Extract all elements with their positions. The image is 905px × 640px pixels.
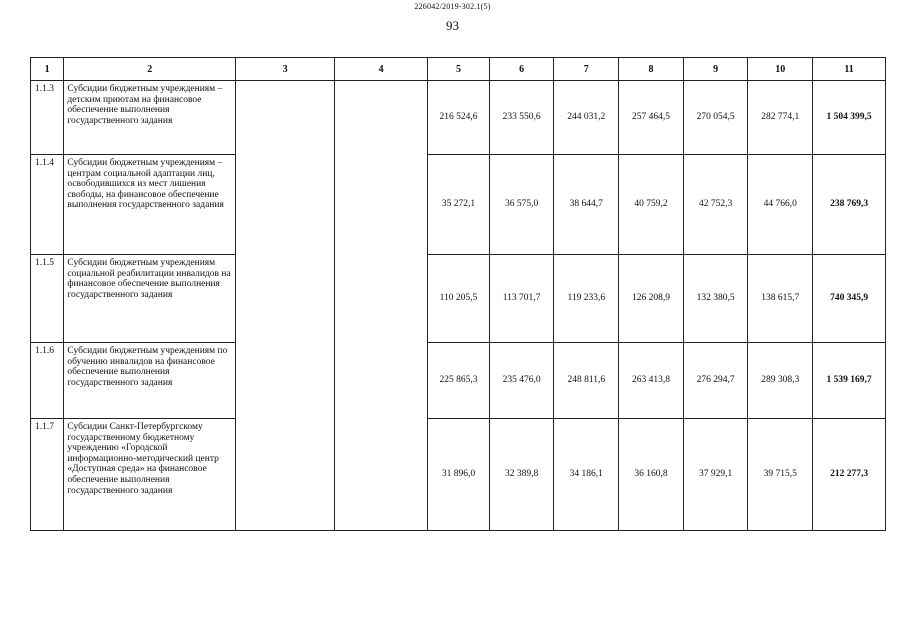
column-header: 7 — [554, 58, 619, 81]
value-cell: 31 896,0 — [428, 419, 490, 531]
table-row — [31, 255, 886, 343]
budget-table — [30, 57, 886, 531]
value-cell: 34 186,1 — [554, 419, 619, 531]
total-cell: 238 769,3 — [813, 155, 886, 255]
value-cell: 244 031,2 — [554, 81, 619, 155]
row-code: 1.1.7 — [31, 419, 64, 531]
table-row — [31, 419, 886, 531]
column-header: 9 — [683, 58, 748, 81]
column-header: 1 — [31, 58, 64, 81]
total-cell: 1 539 169,7 — [813, 343, 886, 419]
value-cell: 138 615,7 — [748, 255, 813, 343]
value-cell: 36 160,8 — [619, 419, 684, 531]
column-header: 6 — [489, 58, 554, 81]
value-cell: 233 550,6 — [489, 81, 554, 155]
column-header: 10 — [748, 58, 813, 81]
document-id: 226042/2019-302.1(5) — [414, 2, 491, 11]
value-cell: 132 380,5 — [683, 255, 748, 343]
value-cell: 248 811,6 — [554, 343, 619, 419]
row-code: 1.1.6 — [31, 343, 64, 419]
value-cell: 225 865,3 — [428, 343, 490, 419]
column-header: 3 — [236, 58, 335, 81]
value-cell: 110 205,5 — [428, 255, 490, 343]
value-cell: 263 413,8 — [619, 343, 684, 419]
value-cell: 32 389,8 — [489, 419, 554, 531]
total-cell: 740 345,9 — [813, 255, 886, 343]
row-code: 1.1.5 — [31, 255, 64, 343]
value-cell: 113 701,7 — [489, 255, 554, 343]
row-code: 1.1.3 — [31, 81, 64, 155]
column-header: 8 — [619, 58, 684, 81]
table-row — [31, 343, 886, 419]
row-description: Субсидии Санкт-Петербургскому государственному бюджетному учреждению «Городской информационно-методический центр «Доступная среда» на финансовое обеспечение выполнения государственного задания — [64, 419, 236, 531]
value-cell: 40 759,2 — [619, 155, 684, 255]
total-cell: 212 277,3 — [813, 419, 886, 531]
row-description: Субсидии бюджетным учреждениям – центрам социальной адаптации лиц, освободившихся из мест лишения свободы, на финансовое обеспечение выполнения государственного задания — [64, 155, 236, 255]
value-cell: 42 752,3 — [683, 155, 748, 255]
total-cell: 1 504 399,5 — [813, 81, 886, 155]
value-cell: 270 054,5 — [683, 81, 748, 155]
table-row — [31, 155, 886, 255]
value-cell: 35 272,1 — [428, 155, 490, 255]
column-header: 5 — [428, 58, 490, 81]
table-row — [31, 81, 886, 155]
value-cell: 276 294,7 — [683, 343, 748, 419]
column-3-cell — [236, 81, 335, 531]
value-cell: 44 766,0 — [748, 155, 813, 255]
value-cell: 38 644,7 — [554, 155, 619, 255]
value-cell: 216 524,6 — [428, 81, 490, 155]
column-header: 2 — [64, 58, 236, 81]
column-header: 4 — [335, 58, 428, 81]
value-cell: 39 715,5 — [748, 419, 813, 531]
value-cell: 36 575,0 — [489, 155, 554, 255]
value-cell: 37 929,1 — [683, 419, 748, 531]
table-header-row — [31, 58, 886, 81]
value-cell: 126 208,9 — [619, 255, 684, 343]
row-description: Субсидии бюджетным учреждениям по обучению инвалидов на финансовое обеспечение выполнения государственного задания — [64, 343, 236, 419]
page-number: 93 — [446, 18, 459, 33]
row-code: 1.1.4 — [31, 155, 64, 255]
column-header: 11 — [813, 58, 886, 81]
value-cell: 257 464,5 — [619, 81, 684, 155]
value-cell: 289 308,3 — [748, 343, 813, 419]
row-description: Субсидии бюджетным учреждениям социальной реабилитации инвалидов на финансовое обеспечение выполнения государственного задания — [64, 255, 236, 343]
value-cell: 235 476,0 — [489, 343, 554, 419]
column-4-cell — [335, 81, 428, 531]
row-description: Субсидии бюджетным учреждениям – детским приютам на финансовое обеспечение выполнения государственного задания — [64, 81, 236, 155]
value-cell: 119 233,6 — [554, 255, 619, 343]
value-cell: 282 774,1 — [748, 81, 813, 155]
